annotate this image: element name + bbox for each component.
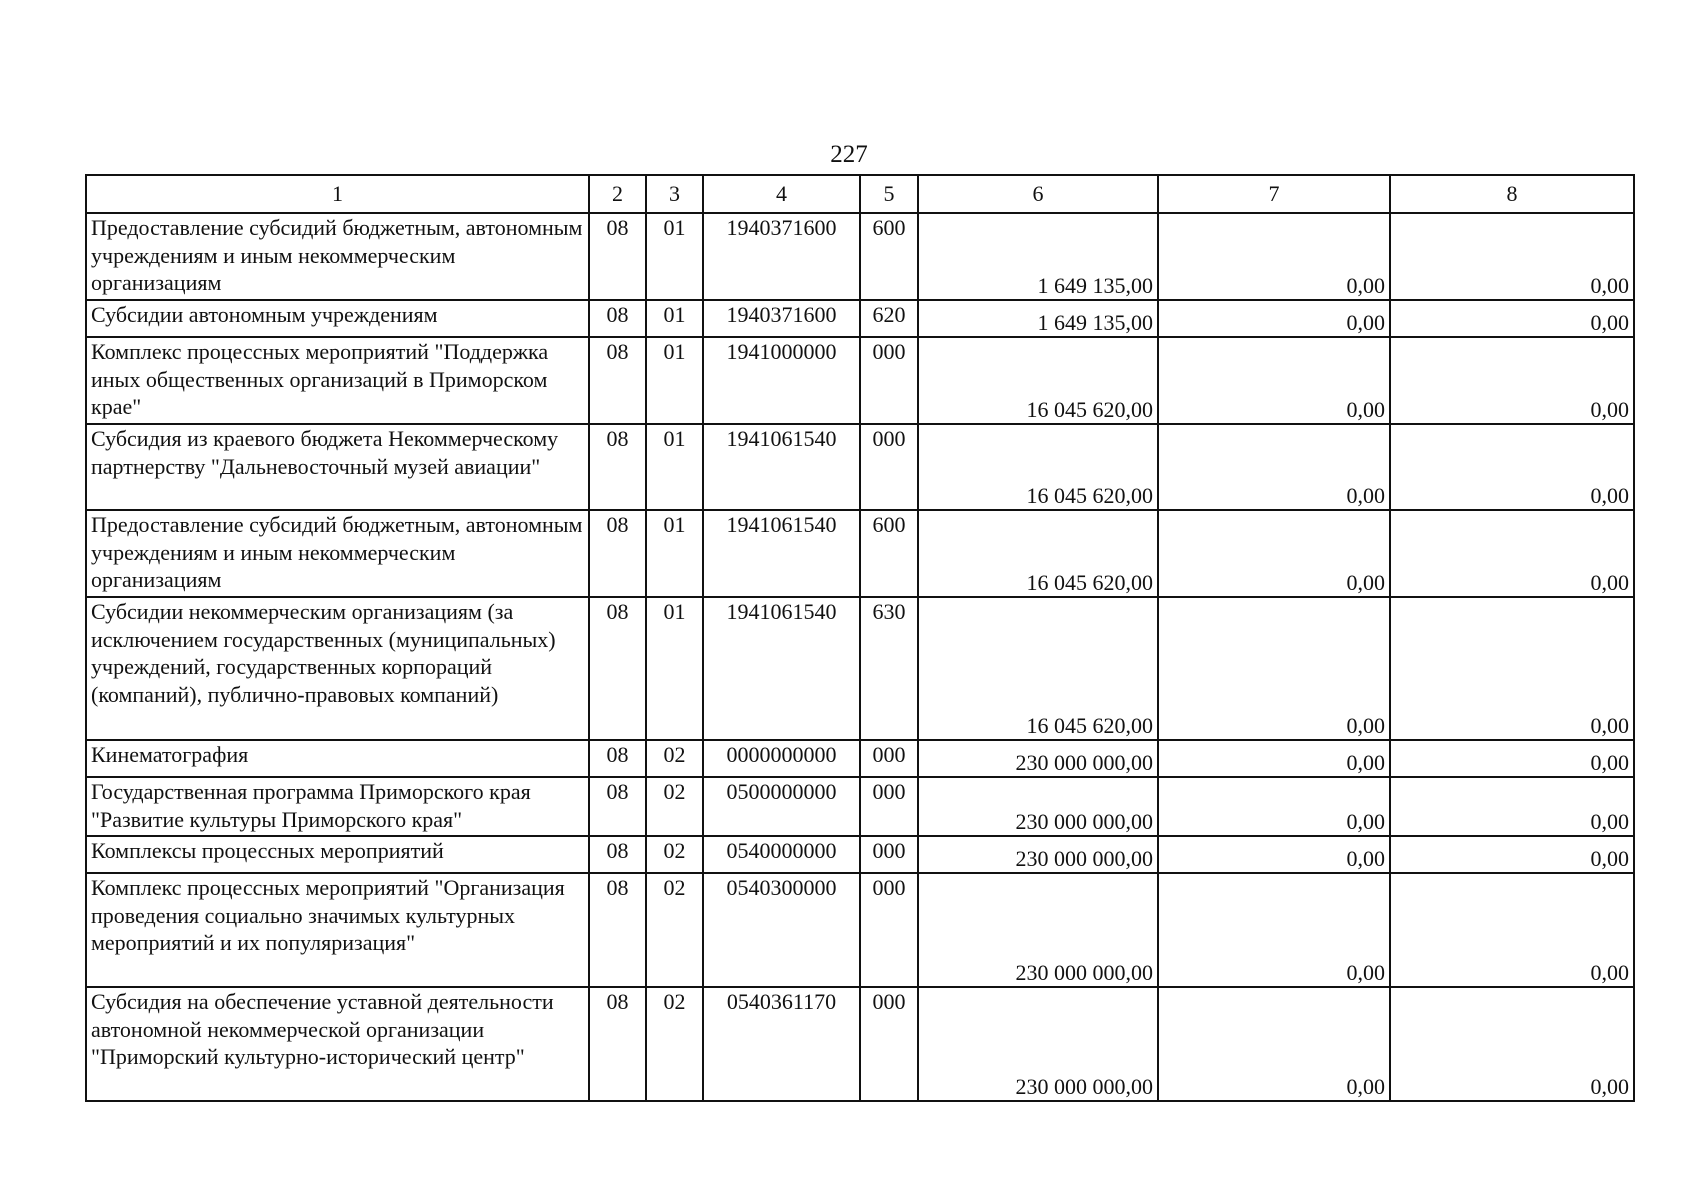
row-name: Субсидия из краевого бюджета Некоммерческому партнерству "Дальневосточный музей авиации" bbox=[86, 424, 589, 510]
row-amount-6: 1 649 135,00 bbox=[918, 300, 1158, 337]
row-amount-6: 16 045 620,00 bbox=[918, 424, 1158, 510]
row-section: 08 bbox=[589, 337, 646, 424]
row-section: 08 bbox=[589, 836, 646, 873]
row-expense-type: 000 bbox=[860, 987, 918, 1101]
row-amount-6: 16 045 620,00 bbox=[918, 597, 1158, 740]
row-target-article: 0000000000 bbox=[703, 740, 860, 777]
row-amount-6: 230 000 000,00 bbox=[918, 836, 1158, 873]
header-cell-4: 4 bbox=[703, 175, 860, 213]
row-amount-6: 1 649 135,00 bbox=[918, 213, 1158, 300]
row-expense-type: 630 bbox=[860, 597, 918, 740]
row-section: 08 bbox=[589, 424, 646, 510]
row-name: Субсидии некоммерческим организациям (за исключением государственных (муниципальных) учреждений, государственных корпораций (компаний), публично-правовых компаний) bbox=[86, 597, 589, 740]
row-amount-6: 230 000 000,00 bbox=[918, 873, 1158, 987]
row-amount-7: 0,00 bbox=[1158, 873, 1390, 987]
row-subsection: 01 bbox=[646, 337, 703, 424]
row-subsection: 01 bbox=[646, 510, 703, 597]
table-row bbox=[86, 597, 1634, 740]
row-name: Государственная программа Приморского края "Развитие культуры Приморского края" bbox=[86, 777, 589, 836]
row-amount-8: 0,00 bbox=[1390, 597, 1634, 740]
row-amount-8: 0,00 bbox=[1390, 337, 1634, 424]
row-amount-7: 0,00 bbox=[1158, 836, 1390, 873]
row-section: 08 bbox=[589, 987, 646, 1101]
header-cell-5: 5 bbox=[860, 175, 918, 213]
row-subsection: 01 bbox=[646, 213, 703, 300]
row-amount-8: 0,00 bbox=[1390, 987, 1634, 1101]
row-section: 08 bbox=[589, 597, 646, 740]
row-name: Комплекс процессных мероприятий "Организация проведения социально значимых культурных мероприятий и их популяризация" bbox=[86, 873, 589, 987]
header-cell-3: 3 bbox=[646, 175, 703, 213]
row-amount-8: 0,00 bbox=[1390, 836, 1634, 873]
row-section: 08 bbox=[589, 740, 646, 777]
row-expense-type: 000 bbox=[860, 777, 918, 836]
row-subsection: 01 bbox=[646, 300, 703, 337]
row-name: Субсидия на обеспечение уставной деятельности автономной некоммерческой организации "Приморский культурно-исторический центр" bbox=[86, 987, 589, 1101]
table-row bbox=[86, 424, 1634, 510]
row-subsection: 02 bbox=[646, 740, 703, 777]
row-name: Комплексы процессных мероприятий bbox=[86, 836, 589, 873]
row-expense-type: 620 bbox=[860, 300, 918, 337]
row-section: 08 bbox=[589, 510, 646, 597]
table-row bbox=[86, 836, 1634, 873]
page-number: 227 bbox=[830, 141, 868, 168]
row-section: 08 bbox=[589, 213, 646, 300]
row-target-article: 1941000000 bbox=[703, 337, 860, 424]
row-amount-8: 0,00 bbox=[1390, 510, 1634, 597]
row-name: Предоставление субсидий бюджетным, автономным учреждениям и иным некоммерческим организациям bbox=[86, 213, 589, 300]
row-target-article: 1941061540 bbox=[703, 424, 860, 510]
row-expense-type: 600 bbox=[860, 213, 918, 300]
row-amount-8: 0,00 bbox=[1390, 777, 1634, 836]
budget-table bbox=[85, 174, 1635, 1102]
row-amount-7: 0,00 bbox=[1158, 987, 1390, 1101]
row-amount-6: 230 000 000,00 bbox=[918, 777, 1158, 836]
row-amount-7: 0,00 bbox=[1158, 597, 1390, 740]
row-amount-7: 0,00 bbox=[1158, 300, 1390, 337]
row-target-article: 1941061540 bbox=[703, 510, 860, 597]
row-target-article: 1941061540 bbox=[703, 597, 860, 740]
table-row bbox=[86, 337, 1634, 424]
row-section: 08 bbox=[589, 777, 646, 836]
row-target-article: 1940371600 bbox=[703, 213, 860, 300]
row-subsection: 02 bbox=[646, 836, 703, 873]
row-subsection: 02 bbox=[646, 987, 703, 1101]
row-name: Субсидии автономным учреждениям bbox=[86, 300, 589, 337]
row-amount-8: 0,00 bbox=[1390, 300, 1634, 337]
row-name: Кинематография bbox=[86, 740, 589, 777]
header-cell-8: 8 bbox=[1390, 175, 1634, 213]
row-amount-7: 0,00 bbox=[1158, 740, 1390, 777]
row-target-article: 0540361170 bbox=[703, 987, 860, 1101]
table-row bbox=[86, 510, 1634, 597]
row-amount-8: 0,00 bbox=[1390, 424, 1634, 510]
row-subsection: 01 bbox=[646, 597, 703, 740]
row-amount-8: 0,00 bbox=[1390, 873, 1634, 987]
row-target-article: 0500000000 bbox=[703, 777, 860, 836]
row-amount-6: 16 045 620,00 bbox=[918, 510, 1158, 597]
header-cell-7: 7 bbox=[1158, 175, 1390, 213]
row-expense-type: 000 bbox=[860, 740, 918, 777]
header-cell-2: 2 bbox=[589, 175, 646, 213]
row-amount-6: 230 000 000,00 bbox=[918, 987, 1158, 1101]
table-row bbox=[86, 777, 1634, 836]
table-row bbox=[86, 300, 1634, 337]
table-row bbox=[86, 987, 1634, 1101]
row-target-article: 0540000000 bbox=[703, 836, 860, 873]
table-row bbox=[86, 740, 1634, 777]
row-subsection: 02 bbox=[646, 873, 703, 987]
row-amount-7: 0,00 bbox=[1158, 424, 1390, 510]
row-amount-8: 0,00 bbox=[1390, 213, 1634, 300]
row-expense-type: 000 bbox=[860, 873, 918, 987]
row-section: 08 bbox=[589, 300, 646, 337]
header-cell-6: 6 bbox=[918, 175, 1158, 213]
row-target-article: 1940371600 bbox=[703, 300, 860, 337]
row-subsection: 02 bbox=[646, 777, 703, 836]
header-cell-1: 1 bbox=[86, 175, 589, 213]
row-amount-7: 0,00 bbox=[1158, 510, 1390, 597]
row-name: Предоставление субсидий бюджетным, автономным учреждениям и иным некоммерческим организациям bbox=[86, 510, 589, 597]
row-expense-type: 000 bbox=[860, 337, 918, 424]
row-section: 08 bbox=[589, 873, 646, 987]
row-amount-8: 0,00 bbox=[1390, 740, 1634, 777]
row-expense-type: 000 bbox=[860, 424, 918, 510]
table-row bbox=[86, 873, 1634, 987]
row-expense-type: 600 bbox=[860, 510, 918, 597]
row-amount-6: 230 000 000,00 bbox=[918, 740, 1158, 777]
row-target-article: 0540300000 bbox=[703, 873, 860, 987]
row-amount-7: 0,00 bbox=[1158, 777, 1390, 836]
row-name: Комплекс процессных мероприятий "Поддержка иных общественных организаций в Приморском крае" bbox=[86, 337, 589, 424]
row-subsection: 01 bbox=[646, 424, 703, 510]
row-amount-7: 0,00 bbox=[1158, 213, 1390, 300]
table-row bbox=[86, 213, 1634, 300]
row-amount-7: 0,00 bbox=[1158, 337, 1390, 424]
table-header-row bbox=[86, 175, 1634, 213]
row-expense-type: 000 bbox=[860, 836, 918, 873]
row-amount-6: 16 045 620,00 bbox=[918, 337, 1158, 424]
